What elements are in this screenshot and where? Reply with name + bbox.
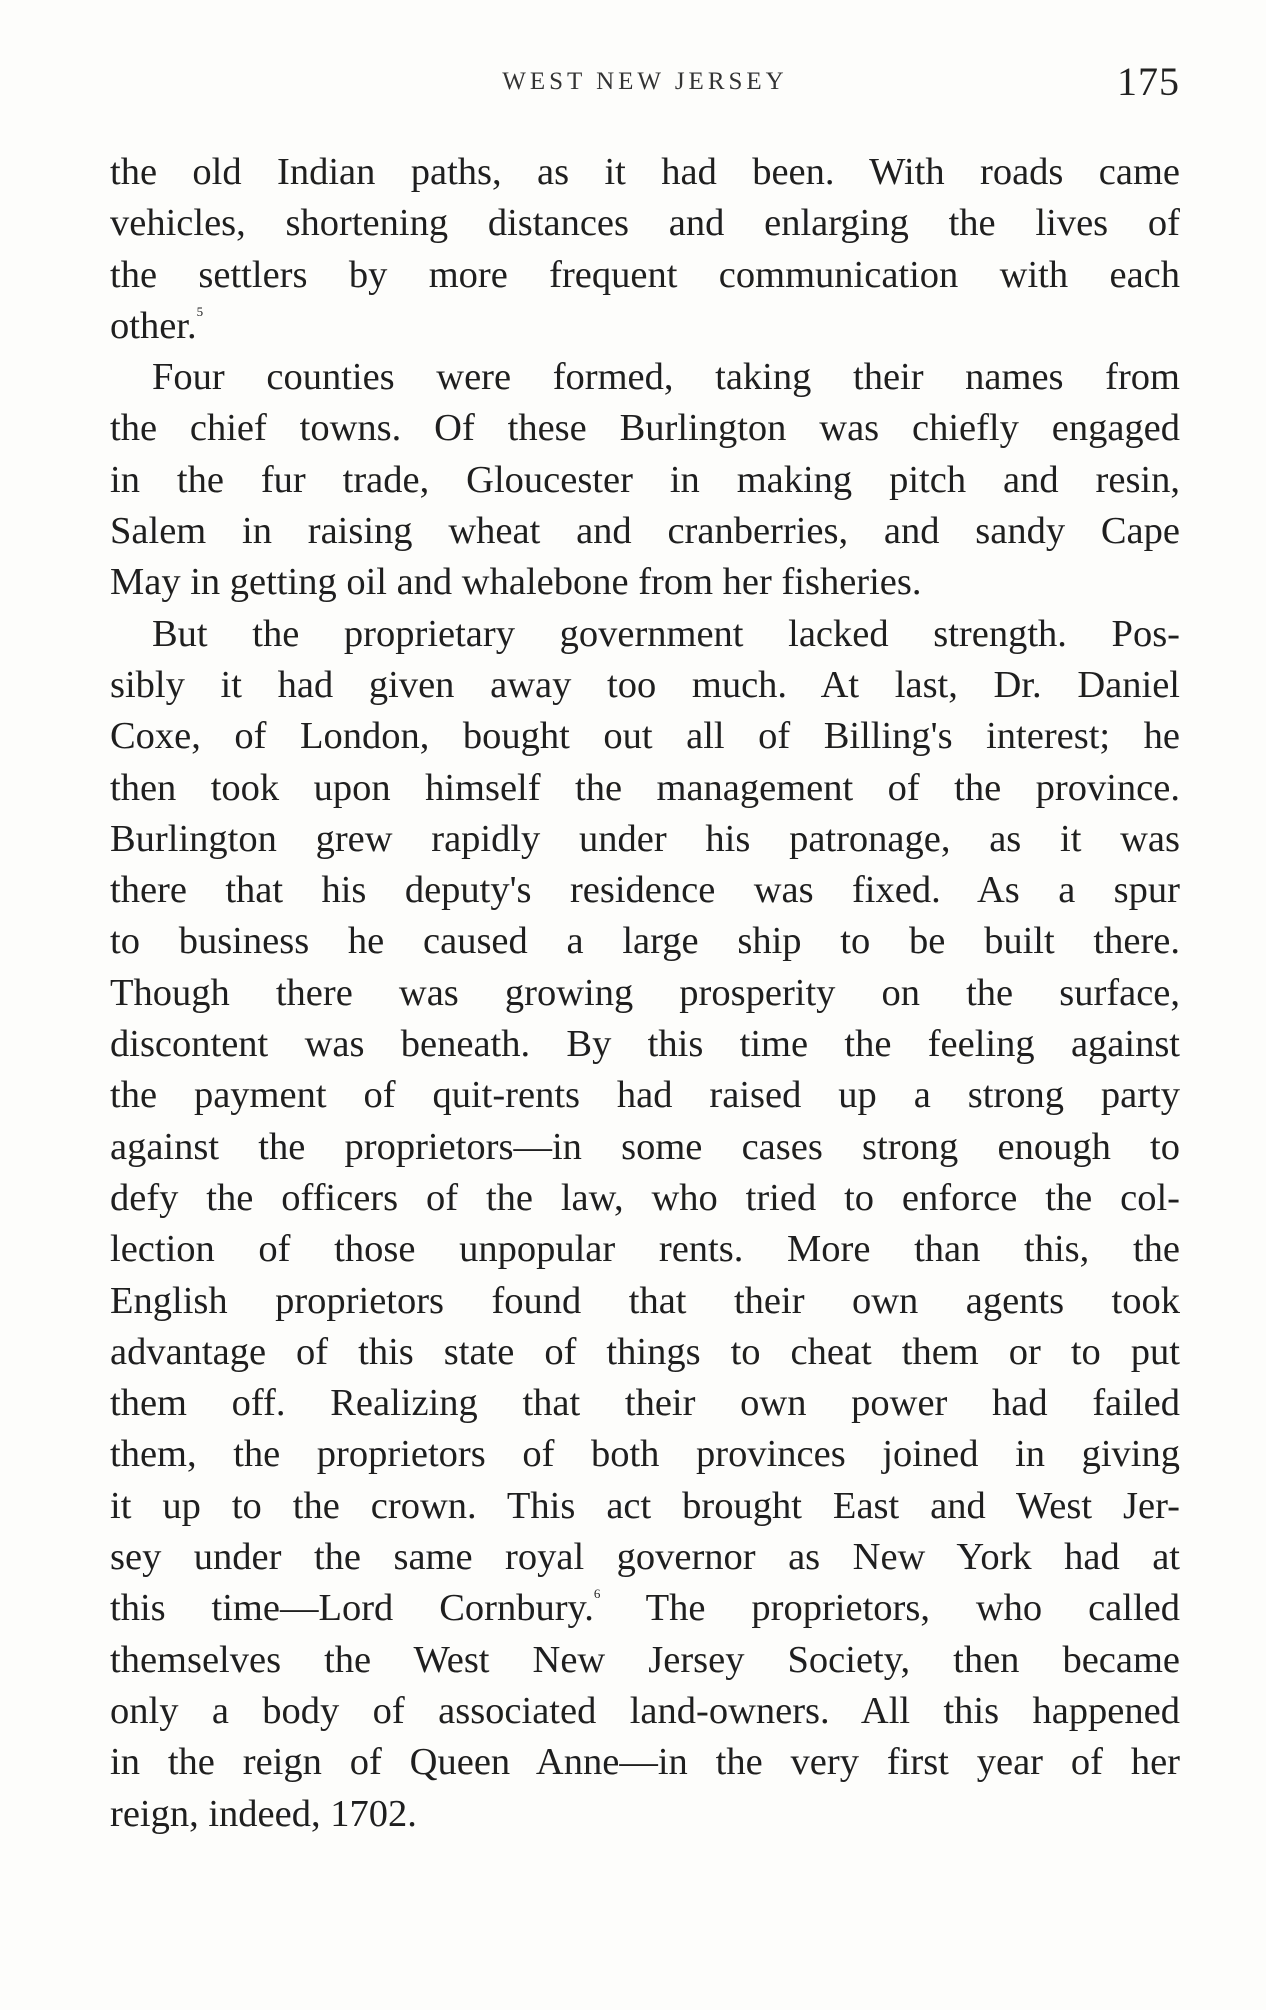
text-line: lection of those unpopular rents. More than this, the [110, 1228, 1180, 1271]
text-run: The proprietors, who called [600, 1587, 1180, 1630]
text-run: this time—Lord Cornbury. [110, 1587, 594, 1630]
text-line: advantage of this state of things to cheat them or to put [110, 1330, 1180, 1373]
text-line: only a body of associated land-owners. All this happened [110, 1689, 1180, 1732]
paragraph-2 [110, 352, 1180, 608]
text-line: the settlers by more frequent communication with each [110, 253, 1180, 296]
footnote-marker: 6 [593, 1586, 601, 1602]
text-line: Burlington grew rapidly under his patronage, as it was [110, 817, 1180, 860]
text-line: May in getting oil and whalebone from her fisheries. [110, 561, 922, 604]
text-line: to business he caused a large ship to be built there. [110, 920, 1180, 963]
text-line: But the proprietary government lacked strength. Pos- [152, 612, 1180, 655]
text-line: reign, indeed, 1702. [110, 1792, 417, 1835]
text-line: the payment of quit-rents had raised up a strong party [110, 1074, 1180, 1117]
text-line: Coxe, of London, bought out all of Billing's interest; he [110, 715, 1180, 758]
text-line: Salem in raising wheat and cranberries, and sandy Cape [110, 510, 1180, 553]
text-line: vehicles, shortening distances and enlarging the lives of [110, 202, 1180, 245]
text-line: themselves the West New Jersey Society, then became [110, 1638, 1180, 1681]
text-line: Four counties were formed, taking their names from [152, 356, 1180, 399]
text-line [110, 301, 1180, 352]
text-line: then took upon himself the management of the province. [110, 766, 1180, 809]
text-line: them off. Realizing that their own power had failed [110, 1382, 1180, 1425]
running-header [110, 58, 1180, 114]
text-line: there that his deputy's residence was fixed. As a spur [110, 869, 1180, 912]
text-line: in the reign of Queen Anne—in the very first year of her [110, 1741, 1180, 1784]
text-line: defy the officers of the law, who tried to enforce the col- [110, 1176, 1180, 1219]
text-line: in the fur trade, Gloucester in making pitch and resin, [110, 458, 1180, 501]
text-line: sey under the same royal governor as New York had at [110, 1536, 1180, 1579]
text-line: Though there was growing prosperity on the surface, [110, 971, 1180, 1014]
text-line: the old Indian paths, as it had been. With roads came [110, 151, 1180, 193]
footnote-marker: 5 [196, 303, 204, 319]
text-line: the chief towns. Of these Burlington was chiefly engaged [110, 407, 1180, 450]
body-text [110, 147, 1180, 1840]
text-line: it up to the crown. This act brought East and West Jer- [110, 1484, 1180, 1527]
running-title: WEST NEW JERSEY [502, 68, 788, 95]
page-number: 175 [1117, 59, 1180, 104]
text-run: other. [110, 304, 197, 347]
text-line: discontent was beneath. By this time the feeling against [110, 1023, 1180, 1066]
text-line [110, 1583, 1180, 1634]
paragraph-1 [110, 147, 1180, 352]
text-line: against the proprietors—in some cases strong enough to [110, 1125, 1180, 1168]
text-line: sibly it had given away too much. At last, Dr. Daniel [110, 663, 1180, 706]
paragraph-3 [110, 609, 1180, 1840]
text-line: English proprietors found that their own agents took [110, 1279, 1180, 1322]
text-line: them, the proprietors of both provinces joined in giving [110, 1433, 1180, 1476]
